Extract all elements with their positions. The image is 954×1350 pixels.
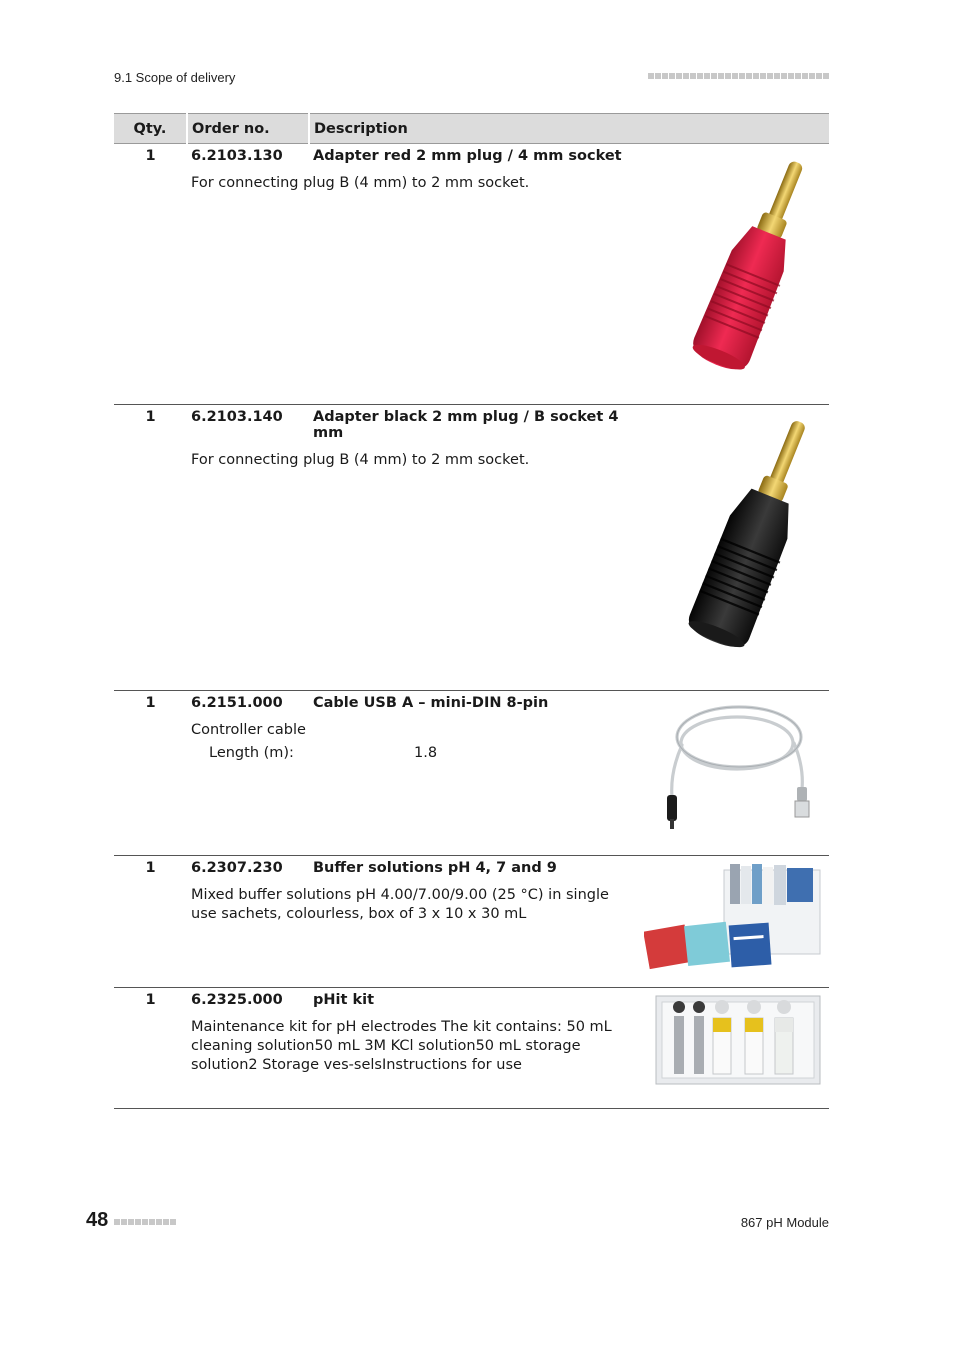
table-row — [114, 988, 829, 1109]
item-title: Adapter red 2 mm plug / 4 mm socket — [313, 148, 622, 164]
item-description: Controller cable — [191, 722, 306, 738]
column-header-order-no: Order no. — [187, 114, 309, 144]
header-decoration — [648, 73, 829, 79]
item-title: Adapter black 2 mm plug / B socket 4 mm — [313, 409, 619, 441]
item-qty: 1 — [114, 691, 187, 856]
page-number: 48 — [86, 1209, 109, 1231]
item-qty: 1 — [114, 405, 187, 691]
document-title: 867 pH Module — [740, 1215, 829, 1230]
item-order-no: 6.2325.000 — [187, 988, 309, 1109]
item-title: Buffer solutions pH 4, 7 and 9 — [313, 860, 557, 876]
scope-of-delivery-table — [114, 113, 829, 1109]
item-order-no: 6.2151.000 — [187, 691, 309, 856]
running-head-section: 9.1 Scope of delivery — [114, 70, 236, 85]
column-header-qty: Qty. — [114, 114, 187, 144]
black-adapter-photo — [644, 411, 824, 661]
table-row — [114, 856, 829, 988]
table-row — [114, 691, 829, 856]
column-header-description: Description — [309, 114, 829, 144]
item-qty: 1 — [114, 144, 187, 405]
item-description: For connecting plug B (4 mm) to 2 mm socket. — [191, 175, 530, 191]
buffer-sachets-photo — [644, 862, 824, 974]
spec-label: Length (m): — [209, 745, 294, 761]
item-order-no: 6.2103.140 — [187, 405, 309, 691]
footer-decoration — [114, 1219, 176, 1225]
item-qty: 1 — [114, 988, 187, 1109]
item-description: For connecting plug B (4 mm) to 2 mm socket. — [191, 452, 530, 468]
item-description: Maintenance kit for pH electrodes The kit contains: 50 mL cleaning solution50 mL 3M KCl solution50 mL storage solution2 Storage ves-selsInstructions for use — [191, 1019, 612, 1073]
item-order-no: 6.2307.230 — [187, 856, 309, 988]
phit-kit-photo — [644, 994, 824, 1090]
item-order-no: 6.2103.130 — [187, 144, 309, 405]
item-title: Cable USB A – mini-DIN 8-pin — [313, 695, 549, 711]
table-row — [114, 144, 829, 405]
item-title: pHit kit — [313, 992, 375, 1008]
item-description: Mixed buffer solutions pH 4.00/7.00/9.00 (25 °C) in single use sachets, colourless, box of 3 x 10 x 30 mL — [191, 887, 609, 922]
table-header-row — [114, 114, 829, 144]
usb-cable-photo — [644, 697, 824, 837]
item-qty: 1 — [114, 856, 187, 988]
table-row — [114, 405, 829, 691]
red-adapter-photo — [644, 150, 824, 385]
spec-value: 1.8 — [414, 745, 438, 761]
spec-row — [209, 745, 644, 761]
